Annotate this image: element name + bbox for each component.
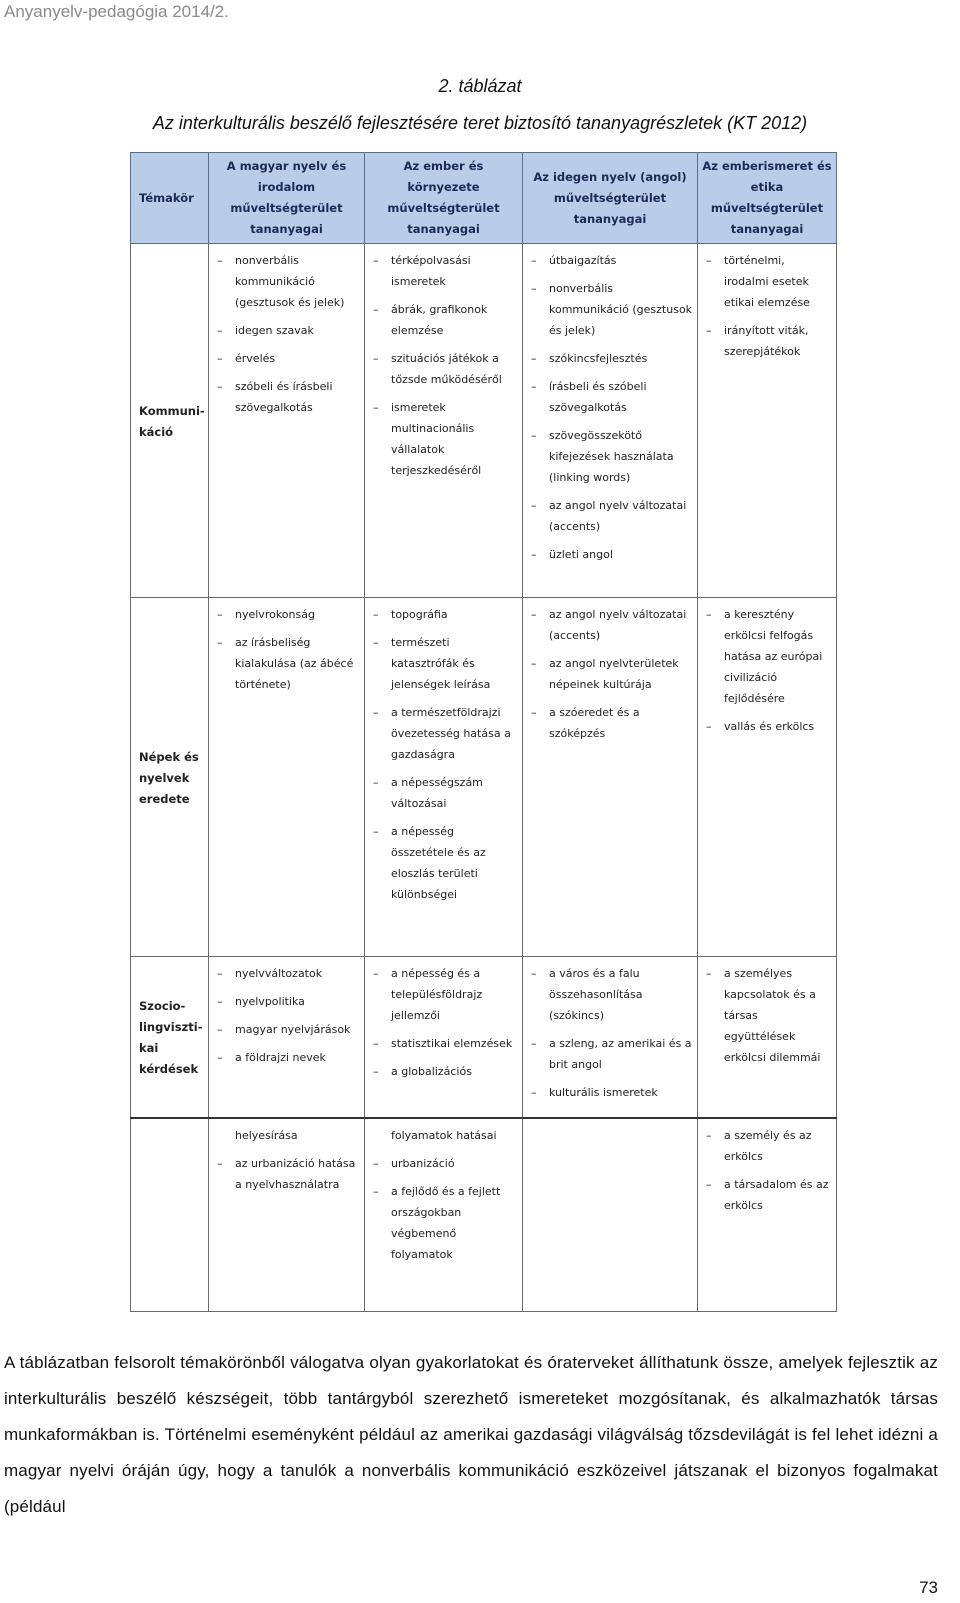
- cell-items: [523, 244, 698, 598]
- item-list: [706, 604, 832, 737]
- list-item: – üzleti angol: [531, 544, 693, 565]
- list-item: – a népesség és a településföldrajz jellemzői: [373, 963, 518, 1026]
- table-row: [131, 957, 837, 1118]
- list-item: – a természetföldrajzi övezetesség hatása a gazdaságra: [373, 702, 518, 765]
- list-item: – vallás és erkölcs: [706, 716, 832, 737]
- table-header-row: [131, 153, 837, 244]
- list-item: – a személy és az erkölcs: [706, 1125, 832, 1167]
- list-item: – az angol nyelv változatai (accents): [531, 495, 693, 537]
- row-topic: Népek és nyelvek eredete: [131, 598, 209, 957]
- item-list: [217, 250, 360, 418]
- list-item: – ismeretek multinacionális vállalatok terjeszkedéséről: [373, 397, 518, 481]
- list-item: – térképolvasási ismeretek: [373, 250, 518, 292]
- list-item: – nyelvrokonság: [217, 604, 360, 625]
- body-text: A táblázatban felsorolt témakörönből válogatva olyan gyakorlatokat és óraterveket állíthatunk össze, amelyek fejlesztik az interkulturális beszélő készségeit, több tantárgyból szerezhető ismereteket mozgósítanak, és alkalmazhatók társas munkaformákban is. Történelmi eseményként például az amerikai gazdasági világválság tőzsdevilágát is fel lehet idézni a magyar nyelvi óráján úgy, hogy a tanulók a nonverbális kommunikáció eszközeivel játszanak el bizonyos fogalmakat (például: [4, 1353, 938, 1516]
- cell-items: [698, 598, 837, 957]
- list-item: – a személyes kapcsolatok és a társas együttélések erkölcsi dilemmái: [706, 963, 832, 1068]
- header-topic: Témakör: [131, 153, 209, 244]
- item-list: [531, 250, 693, 565]
- list-item: – a társadalom és az erkölcs: [706, 1174, 832, 1216]
- list-item: – a város és a falu összehasonlítása (szókincs): [531, 963, 693, 1026]
- list-item: – történelmi, irodalmi esetek etikai elemzése: [706, 250, 832, 313]
- cell-items: [698, 957, 837, 1118]
- table-number: 2. táblázat: [438, 76, 522, 96]
- item-list: [373, 250, 518, 481]
- item-list: [706, 1125, 832, 1216]
- list-item: – az írásbeliség kialakulása (az ábécé története): [217, 632, 360, 695]
- list-item: – idegen szavak: [217, 320, 360, 341]
- table-row: [131, 598, 837, 957]
- list-item: – magyar nyelvjárások: [217, 1019, 360, 1040]
- cell-items: [365, 598, 523, 957]
- curriculum-table: [130, 152, 837, 1312]
- list-item: helyesírása: [235, 1128, 298, 1142]
- cell-items: [209, 244, 365, 598]
- row-topic: Szocio-lingviszti-kai kérdések: [131, 957, 209, 1118]
- list-item: – az urbanizáció hatása a nyelvhasználatra: [217, 1153, 360, 1195]
- item-list: [217, 604, 360, 695]
- item-list: [531, 963, 693, 1103]
- list-item: – urbanizáció: [373, 1153, 518, 1174]
- list-item: – irányított viták, szerepjátékok: [706, 320, 832, 362]
- header-ethics: Az emberismeret és etika műveltségterület tananyagai: [698, 153, 837, 244]
- list-item: – a népességszám változásai: [373, 772, 518, 814]
- cell-items: [209, 598, 365, 957]
- item-list: [217, 963, 360, 1068]
- list-item: – útbaigazítás: [531, 250, 693, 271]
- cell-items: [365, 957, 523, 1118]
- row-topic: Kommuni-káció: [131, 244, 209, 598]
- list-item: – szituációs játékok a tőzsde működéséről: [373, 348, 518, 390]
- list-item: – kulturális ismeretek: [531, 1082, 693, 1103]
- list-item: – természeti katasztrófák és jelenségek leírása: [373, 632, 518, 695]
- list-item: – statisztikai elemzések: [373, 1033, 518, 1054]
- list-item: folyamatok hatásai: [391, 1128, 497, 1142]
- table-row: [131, 244, 837, 598]
- table-row: [131, 1118, 837, 1312]
- cell-items: [209, 957, 365, 1118]
- list-item: – az angol nyelvterületek népeinek kultúrája: [531, 653, 693, 695]
- cell-items: [209, 1118, 365, 1312]
- header-english: Az idegen nyelv (angol) műveltségterület tananyagai: [523, 153, 698, 244]
- list-item: – a keresztény erkölcsi felfogás hatása az európai civilizáció fejlődésére: [706, 604, 832, 709]
- list-item: – a fejlődő és a fejlett országokban végbemenő folyamatok: [373, 1181, 518, 1265]
- header-environment: Az ember és környezete műveltségterület tananyagai: [365, 153, 523, 244]
- item-list: [706, 250, 832, 362]
- list-item: – az angol nyelv változatai (accents): [531, 604, 693, 646]
- cell-items: [698, 244, 837, 598]
- list-item: – a szleng, az amerikai és a brit angol: [531, 1033, 693, 1075]
- list-item: – nyelvpolitika: [217, 991, 360, 1012]
- cell-items: [523, 598, 698, 957]
- cell-items: [523, 957, 698, 1118]
- list-item: – írásbeli és szóbeli szövegalkotás: [531, 376, 693, 418]
- cell-items: [523, 1118, 698, 1312]
- cell-items: [365, 1118, 523, 1312]
- list-item: – a szóeredet és a szóképzés: [531, 702, 693, 744]
- item-list: [706, 963, 832, 1068]
- cell-items: [698, 1118, 837, 1312]
- row-topic: [131, 1118, 209, 1312]
- list-item: – érvelés: [217, 348, 360, 369]
- item-list: [373, 963, 518, 1082]
- item-list: [531, 604, 693, 744]
- item-list: [217, 1125, 360, 1195]
- table-title: Az interkulturális beszélő fejlesztésére teret biztosító tananyagrészletek (KT 2012): [152, 113, 808, 133]
- list-item: – szókincsfejlesztés: [531, 348, 693, 369]
- list-item: – a földrajzi nevek: [217, 1047, 360, 1068]
- item-list: [373, 604, 518, 905]
- body-paragraph: [4, 1345, 938, 1525]
- item-list: [373, 1125, 518, 1265]
- list-item: – nonverbális kommunikáció (gesztusok és jelek): [217, 250, 360, 313]
- cell-items: [365, 244, 523, 598]
- list-item: – topográfia: [373, 604, 518, 625]
- table-body: [131, 244, 837, 1312]
- list-item: – a népesség összetétele és az eloszlás területi különbségei: [373, 821, 518, 905]
- list-item: – szövegösszekötő kifejezések használata (linking words): [531, 425, 693, 488]
- header-hungarian: A magyar nyelv és irodalom műveltségterület tananyagai: [209, 153, 365, 244]
- page-number: 73: [919, 1578, 938, 1597]
- list-item: – a globalizációs: [373, 1061, 518, 1082]
- list-item: – ábrák, grafikonok elemzése: [373, 299, 518, 341]
- list-item: – nyelvváltozatok: [217, 963, 360, 984]
- running-header: Anyanyelv-pedagógia 2014/2.: [4, 2, 229, 21]
- list-item: – szóbeli és írásbeli szövegalkotás: [217, 376, 360, 418]
- list-item: – nonverbális kommunikáció (gesztusok és jelek): [531, 278, 693, 341]
